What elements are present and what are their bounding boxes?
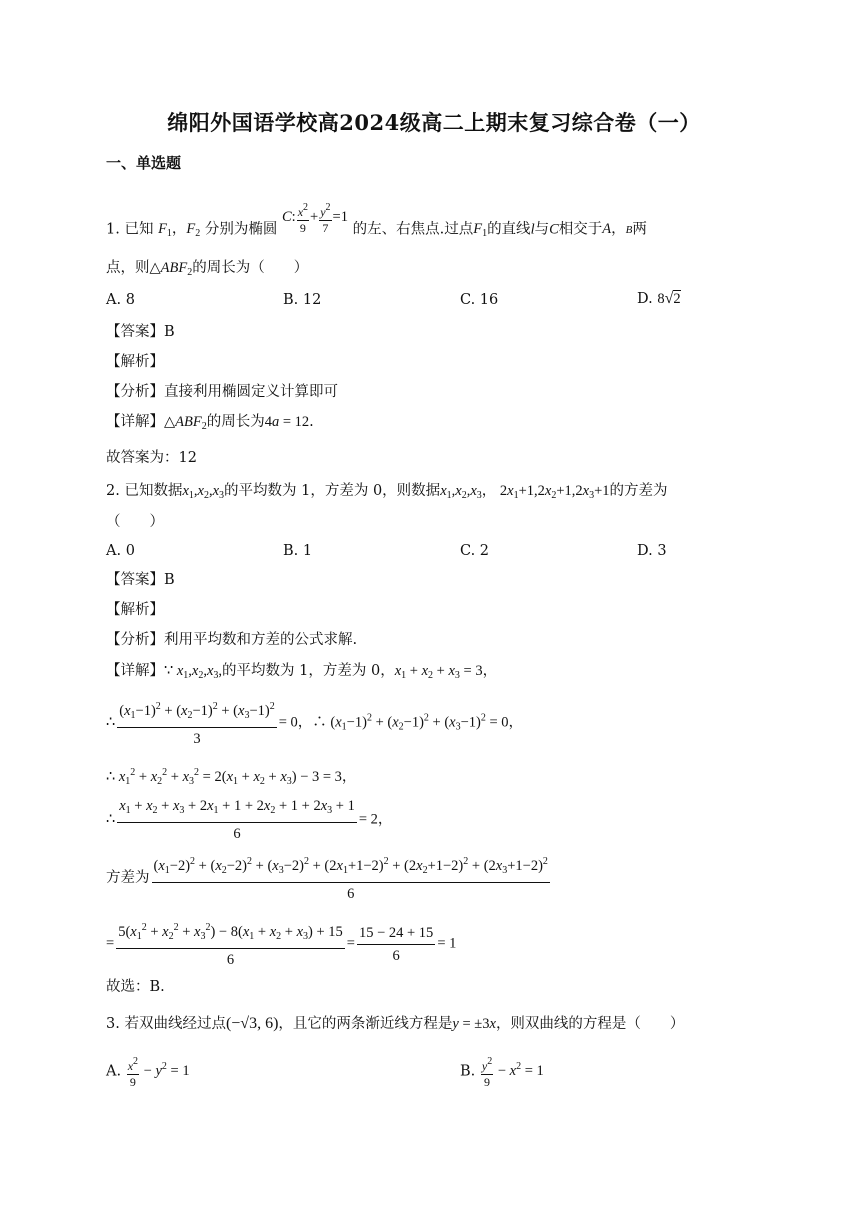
- q1-option-a: A. 8: [106, 292, 135, 308]
- q2-result: 故选：B.: [106, 979, 165, 995]
- q1-answer: 【答案】B: [106, 324, 175, 340]
- q2-eq3: ∴ $\frac{x_1 + x_2 + x_3 + 2x_1 + 1 + 2x_2 + 1 + 2x_3 + 1}{6}$ = 2，: [106, 798, 393, 842]
- q3-option-b: B. $\frac{y^2}{9}$ − $x^2 = 1$: [460, 1056, 544, 1089]
- q2-answer: 【答案】B: [106, 572, 175, 588]
- q2-option-a: A. 0: [106, 543, 135, 559]
- q1-option-c: C. 16: [460, 292, 499, 308]
- q1-result: 故答案为：12: [106, 450, 197, 466]
- q2-option-d: D. 3: [637, 543, 667, 559]
- q2-fenxi: 【分析】利用平均数和方差的公式求解.: [106, 632, 358, 648]
- q2-line2: （ ）: [106, 514, 164, 530]
- q1-line1: 1. 已知 $F_1$，$F_2$ 分别为椭圆 C: $\frac{x^2}{9}$ + $\frac{y^2}{7}$ =1 的左、右焦点.过点$F_1$的直线l与C相交于A，B两: [106, 202, 647, 240]
- q2-xiangjie: 【详解】∵ $x_1,x_2,x_3$,的平均数为 1，方差为 0，$x_1 + x_2 + x_3 = 3$，: [106, 663, 498, 681]
- q2-eq1: ∴ $\frac{(x_1-1)^2 + (x_2-1)^2 + (x_3-1)^2}{3}$ = 0，∴ $(x_1-1)^2 + (x_2-1)^2 + (x_3-1)^2 = 0$，: [106, 697, 523, 749]
- q2-option-b: B. 1: [283, 543, 313, 559]
- q1-option-d: D. 8√2: [637, 290, 681, 307]
- q2-eq2: ∴ $x_1^2 + x_2^2 + x_3^2 = 2(x_1 + x_2 + x_3) - 3 = 3$，: [106, 767, 357, 787]
- q3-option-a: A. $\frac{x^2}{9}$ − $y^2 = 1$: [106, 1056, 190, 1089]
- q1-option-b: B. 12: [283, 292, 322, 308]
- q2-line1: 2. 已知数据$x_1,x_2,x_3$的平均数为 1，方差为 0，则数据$x_1,x_2,x_3$， $2x_1+1,2x_2+1,2x_3+1$的方差为: [106, 483, 668, 501]
- q2-eq5: = $\frac{5(x_1^2 + x_2^2 + x_3^2) - 8(x_1 + x_2 + x_3) + 15}{6}$ = $\frac{15 - 24 + 15}{6}$ = 1: [106, 918, 456, 970]
- section-heading: 一、单选题: [106, 154, 182, 172]
- q2-eq4: 方差为 $(x_1-2)^2 + (x_2-2)^2 + (x_3-2)^2 + (2x_1+1-2)^2 + (2x_2+1-2)^2 + (2x_3+1-2)^2$ 6: [106, 852, 552, 904]
- q2-option-c: C. 2: [460, 543, 490, 559]
- q1-xiangjie: 【详解】$\triangle ABF_2$的周长为4a = 12.: [106, 414, 314, 432]
- q1-fenxi: 【分析】直接利用椭圆定义计算即可: [106, 384, 338, 400]
- q1-analysis: 【解析】: [106, 354, 164, 370]
- q3-line1: 3. 若双曲线经过点(−√3, 6)，且它的两条渐近线方程是y = ±3x，则双曲线的方程是（ ）: [106, 1015, 685, 1032]
- page-title: 绵阳外国语学校高2024级高二上期末复习综合卷（一）: [167, 110, 701, 135]
- q2-analysis: 【解析】: [106, 602, 164, 618]
- q1-line2: 点，则$\triangle ABF_2$的周长为（ ）: [106, 260, 309, 278]
